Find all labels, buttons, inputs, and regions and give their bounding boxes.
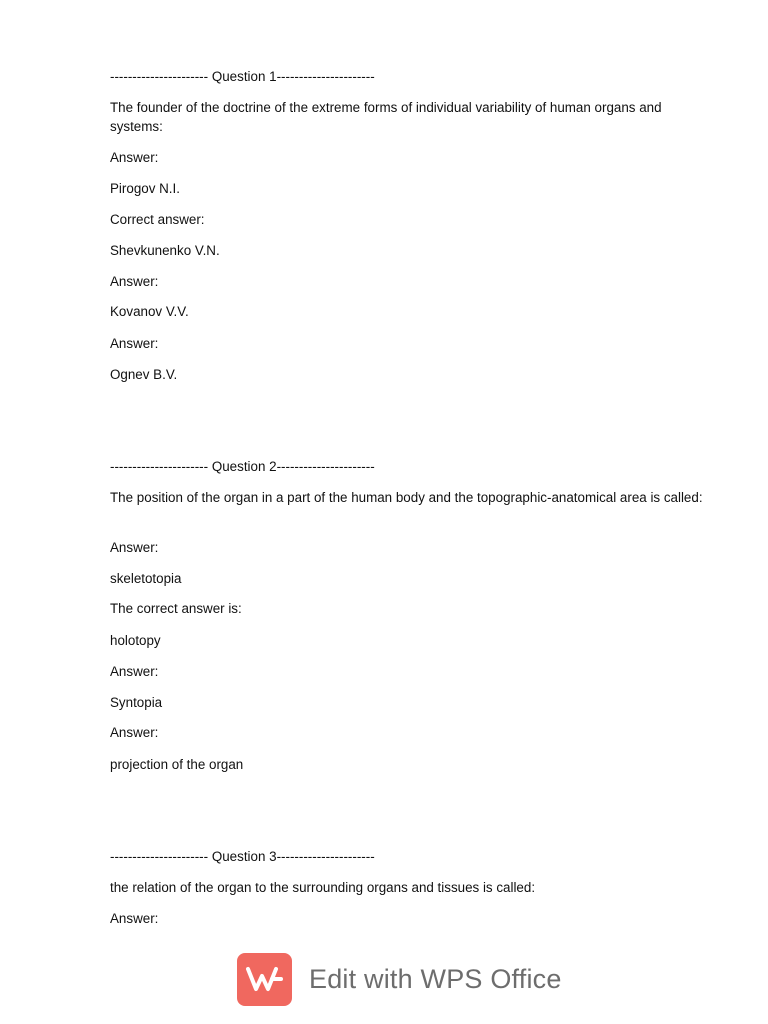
- answer-option: Kovanov V.V.: [110, 304, 189, 319]
- wps-edit-label: Edit with WPS Office: [309, 963, 562, 994]
- question-1-header: ---------------------- Question 1----------------------: [110, 69, 375, 84]
- answer-label: Answer:: [110, 540, 159, 555]
- answer-option: skeletotopia: [110, 571, 182, 586]
- wps-w-glyph: [245, 966, 285, 992]
- answer-option: Syntopia: [110, 695, 163, 710]
- answer-option: holotopy: [110, 633, 161, 648]
- answer-label: Answer:: [110, 150, 159, 165]
- answer-option: Ognev B.V.: [110, 367, 178, 382]
- answer-label: Answer:: [110, 274, 159, 289]
- question-2-header: ---------------------- Question 2----------------------: [110, 459, 375, 474]
- answer-label: Answer:: [110, 664, 159, 679]
- answer-label: Answer:: [110, 336, 159, 351]
- wps-watermark[interactable]: [237, 952, 562, 1006]
- question-3-text: the relation of the organ to the surrounding organs and tissues is called:: [110, 880, 536, 895]
- answer-label: Answer:: [110, 725, 159, 740]
- answer-label: Answer:: [110, 911, 159, 926]
- answer-option: projection of the organ: [110, 757, 244, 772]
- wps-logo-icon: [237, 953, 292, 1006]
- question-2-text: The position of the organ in a part of the human body and the topographic-anatomical area is called:: [110, 490, 703, 505]
- answer-option: Shevkunenko V.N.: [110, 243, 220, 258]
- correct-answer-label: Correct answer:: [110, 212, 205, 227]
- question-3-header: ---------------------- Question 3----------------------: [110, 849, 375, 864]
- answer-option: Pirogov N.I.: [110, 181, 180, 196]
- correct-answer-label: The correct answer is:: [110, 601, 242, 616]
- question-1-text: The founder of the doctrine of the extreme forms of individual variability of human organs and systems:: [110, 100, 662, 134]
